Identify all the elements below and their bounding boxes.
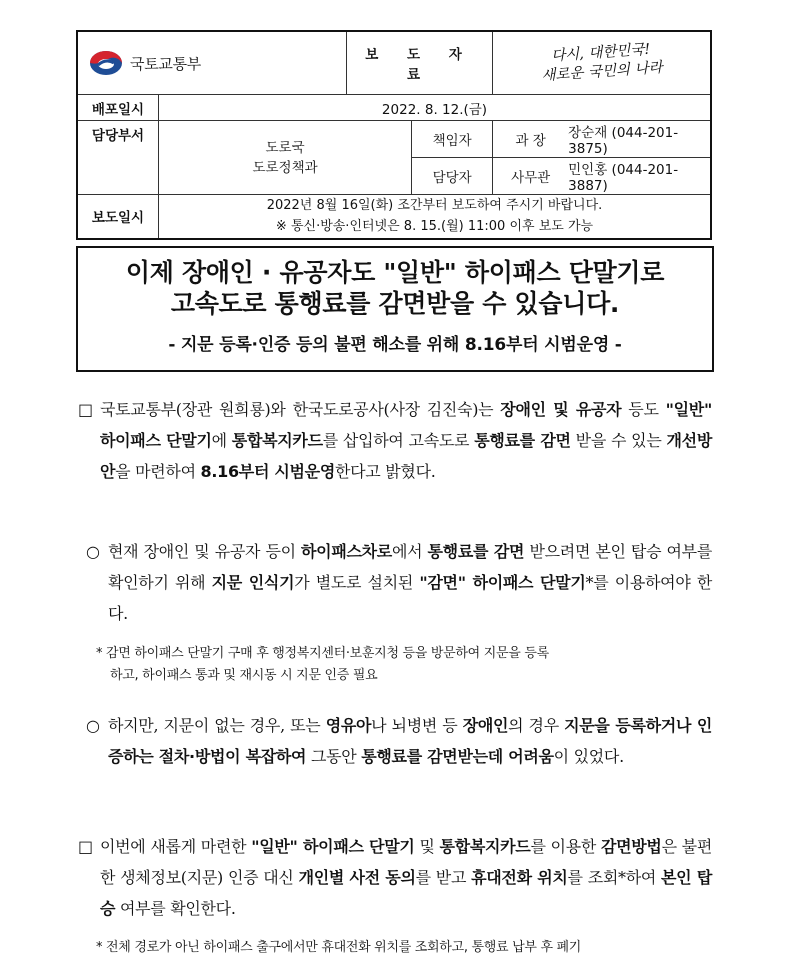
resp-contact: 장순재 (044-201-3875) (568, 121, 711, 158)
ministry-emblem-icon (86, 48, 126, 78)
resp-title: 과 장 (493, 121, 569, 158)
staff-title: 사무관 (493, 158, 569, 195)
paragraph-2: ○ 현재 장애인 및 유공자 등이 하이패스차로에서 통행료를 감면 받으려면 본인 탑승 여부를 확인하기 위해 지문 인식기가 별도로 설치된 "감면" 하이패스 단말기*를 이용하여야 한다. (86, 536, 712, 629)
circle-bullet-icon: ○ (86, 542, 100, 561)
footnote-1: * 감면 하이패스 단말기 구매 후 행정복지센터·보훈지청 등을 방문하여 지문을 등록 하고, 하이패스 통과 및 재시동 시 지문 인증 필요 (96, 646, 549, 683)
footnote-2: * 전체 경로가 아닌 하이패스 출구에서만 휴대전화 위치를 조회하고, 통행료 납부 후 폐기 (96, 940, 582, 955)
ministry-logo-cell (77, 31, 346, 95)
staff-label: 담당자 (412, 158, 493, 195)
square-bullet-icon: □ (78, 837, 93, 856)
paragraph-3: ○ 하지만, 지문이 없는 경우, 또는 영유아나 뇌병변 등 장애인의 경우 지문을 등록하거나 인증하는 절차·방법이 복잡하여 그동안 통행료를 감면받는데 어려움이 있었다. (86, 710, 712, 772)
square-bullet-icon: □ (78, 400, 93, 419)
dept-name: 도로국 도로정책과 (159, 121, 412, 195)
resp-label: 책임자 (412, 121, 493, 158)
doc-title: 보 도 자 료 (346, 31, 492, 95)
staff-contact: 민인홍 (044-201-3887) (568, 158, 711, 195)
slogan-logo: 다시, 대한민국! 새로운 국민의 나라 (541, 41, 664, 85)
press-header-table (76, 30, 712, 240)
headline-subtitle: - 지문 등록·인증 등의 불편 해소를 위해 8.16부터 시범운영 - (168, 335, 622, 355)
dept-label: 담당부서 (77, 121, 159, 195)
ministry-name: 국토교통부 (130, 54, 201, 73)
release-label: 보도일시 (77, 195, 159, 239)
slogan-cell (493, 31, 711, 95)
paragraph-4: □ 이번에 새롭게 마련한 "일반" 하이패스 단말기 및 통합복지카드를 이용한 감면방법은 불편한 생체정보(지문) 인증 대신 개인별 사전 동의를 받고 휴대전화 위치를 조회*하여 본인 탑승 여부를 확인한다. (78, 831, 712, 924)
release-value: 2022년 8월 16일(화) 조간부터 보도하여 주시기 바랍니다. ※ 통신·방송·인터넷은 8. 15.(월) 11:00 이후 보도 가능 (159, 195, 712, 239)
distribution-label: 배포일시 (77, 95, 159, 121)
distribution-value: 2022. 8. 12.(금) (159, 95, 712, 121)
headline-box (76, 246, 714, 372)
circle-bullet-icon: ○ (86, 716, 100, 735)
headline-line2: 고속도로 통행료를 감면받을 수 있습니다. (170, 289, 620, 318)
paragraph-1: □ 국토교통부(장관 원희룡)와 한국도로공사(사장 김진숙)는 장애인 및 유공자 등도 "일반" 하이패스 단말기에 통합복지카드를 삽입하여 고속도로 통행료를 감면 받을 수 있는 개선방안을 마련하여 8.16부터 시범운영한다고 밝혔다. (78, 394, 712, 487)
headline-line1: 이제 장애인 · 유공자도 "일반" 하이패스 단말기로 (125, 258, 665, 287)
